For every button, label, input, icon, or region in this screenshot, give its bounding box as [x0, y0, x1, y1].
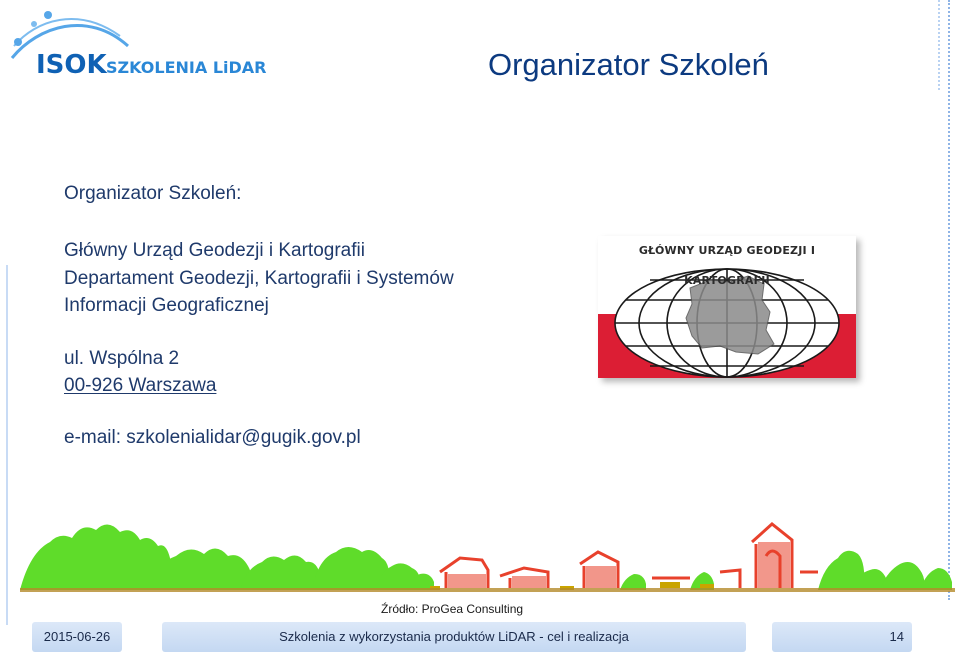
- footer-course-title: Szkolenia z wykorzystania produktów LiDAR - cel i realizacja: [162, 622, 746, 652]
- lidar-point-cloud-image: [0, 512, 960, 602]
- footer-page-number: 14: [772, 622, 912, 652]
- decorative-dotted-line-right-2: [938, 0, 940, 90]
- isok-logo: [8, 6, 298, 84]
- gugik-emblem: [598, 236, 856, 378]
- logo-brand: ISOK: [36, 50, 107, 80]
- emblem-title: GŁÓWNY URZĄD GEODEZJI I KARTOGRAFII: [598, 236, 856, 266]
- image-source-text: Źródło: ProGea Consulting: [381, 602, 524, 616]
- address-city: 00-926 Warszawa: [64, 375, 217, 396]
- footer-date: 2015-06-26: [32, 622, 122, 652]
- department-line-2: Informacji Geograficznej: [64, 295, 269, 316]
- logo-subtitle: SZKOLENIA LiDAR: [106, 58, 267, 77]
- org-name: Główny Urząd Geodezji i Kartografii: [64, 240, 365, 261]
- page-title: Organizator Szkoleń: [488, 47, 769, 82]
- department-line-1: Departament Geodezji, Kartografii i Systemów: [64, 268, 454, 289]
- decorative-dotted-line-right: [948, 0, 950, 600]
- contact-email: e-mail: szkolenialidar@gugik.gov.pl: [64, 427, 361, 448]
- address-street: ul. Wspólna 2: [64, 348, 180, 369]
- content-heading: Organizator Szkoleń:: [64, 183, 242, 204]
